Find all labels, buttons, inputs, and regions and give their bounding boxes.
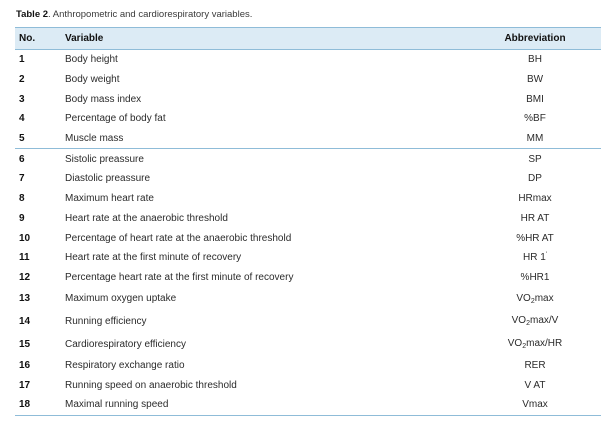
table-row <box>15 228 601 248</box>
header-variable: Variable <box>61 28 469 50</box>
row-no: 9 <box>19 212 25 224</box>
row-no: 10 <box>19 232 31 244</box>
row-abbreviation: SP <box>469 149 601 169</box>
table-row <box>15 189 601 209</box>
table-row <box>15 356 601 376</box>
row-variable: Cardiorespiratory efficiency <box>65 338 186 350</box>
prime-superscript: ' <box>545 252 547 259</box>
row-variable: Respiratory exchange ratio <box>65 359 185 371</box>
caption-label: Table 2 <box>16 9 49 20</box>
row-no: 15 <box>19 338 31 350</box>
row-abbreviation <box>469 248 601 268</box>
header-row <box>15 28 601 50</box>
row-no: 6 <box>15 149 61 169</box>
row-no: 17 <box>19 379 31 391</box>
abbreviation-text: HR 1 <box>523 252 546 264</box>
caption-text: . Anthropometric and cardiorespiratory variables. <box>48 9 253 20</box>
table-header <box>15 28 601 50</box>
abbreviation-suffix: max/V <box>530 315 559 327</box>
row-abbreviation: BMI <box>526 93 544 105</box>
row-no: 7 <box>19 173 25 185</box>
row-variable: Sistolic preassure <box>61 149 469 169</box>
table-row <box>15 375 601 395</box>
table-row <box>15 287 601 310</box>
table-body <box>15 50 601 416</box>
table-row <box>15 268 601 288</box>
abbreviation-suffix: max <box>534 292 554 304</box>
table-row <box>15 209 601 229</box>
row-no: 1 <box>19 54 25 66</box>
row-variable: Running efficiency <box>65 315 147 327</box>
row-no: 14 <box>19 315 31 327</box>
row-no: 3 <box>19 93 25 105</box>
row-variable: Heart rate at the anaerobic threshold <box>65 212 228 224</box>
table-row <box>15 333 601 356</box>
row-no: 16 <box>19 359 31 371</box>
row-variable: Body mass index <box>65 93 142 105</box>
table-row <box>15 109 601 129</box>
table-caption <box>16 9 252 20</box>
row-variable: Body height <box>65 54 118 66</box>
subscript-2: 2 <box>522 343 527 351</box>
row-variable: Percentage heart rate at the first minute of recovery <box>65 271 294 283</box>
header-no: No. <box>15 28 61 50</box>
table-row <box>15 129 601 149</box>
header-abbreviation: Abbreviation <box>469 28 601 50</box>
row-abbreviation <box>469 310 601 333</box>
row-abbreviation: %HR1 <box>520 271 550 283</box>
row-variable: Maximum heart rate <box>65 193 154 205</box>
row-abbreviation: MM <box>526 133 544 145</box>
row-variable: Body weight <box>65 74 120 86</box>
row-no: 8 <box>19 193 25 205</box>
table-row <box>15 395 601 415</box>
table-row <box>15 149 601 169</box>
table-row <box>15 310 601 333</box>
row-no: 13 <box>19 293 31 305</box>
row-no: 11 <box>19 252 30 264</box>
row-variable: Maximum oxygen uptake <box>65 293 177 305</box>
abbreviation-prefix: VO <box>516 292 531 304</box>
row-no: 5 <box>19 133 25 145</box>
row-variable: Heart rate at the first minute of recovery <box>65 252 242 264</box>
subscript-2: 2 <box>530 297 535 305</box>
row-abbreviation: HRmax <box>518 193 552 205</box>
variables-table <box>15 27 601 416</box>
row-variable: Muscle mass <box>65 133 124 145</box>
row-variable: Running speed on anaerobic threshold <box>65 379 237 391</box>
table-row <box>15 89 601 109</box>
row-no: 2 <box>19 74 25 86</box>
row-abbreviation: %HR AT <box>516 232 554 244</box>
row-abbreviation: Vmax <box>469 395 601 415</box>
row-abbreviation <box>469 333 601 356</box>
row-abbreviation: V AT <box>524 379 546 391</box>
row-variable: Percentage of body fat <box>65 113 166 125</box>
table-row <box>15 248 601 268</box>
abbreviation-prefix: VO <box>511 315 527 327</box>
row-abbreviation <box>469 287 601 310</box>
table-row <box>15 70 601 90</box>
row-variable: Percentage of heart rate at the anaerobic threshold <box>65 232 292 244</box>
abbreviation-prefix: VO <box>507 338 523 350</box>
row-abbreviation: BW <box>526 74 544 86</box>
row-abbreviation: RER <box>524 359 546 371</box>
abbreviation-suffix: max/HR <box>526 338 563 350</box>
row-no: 4 <box>19 113 25 125</box>
row-abbreviation: BH <box>528 54 542 66</box>
row-no: 12 <box>19 271 31 283</box>
row-abbreviation: DP <box>528 173 542 185</box>
row-variable: Diastolic preassure <box>65 173 151 185</box>
row-no: 18 <box>15 395 61 415</box>
table-row <box>15 169 601 189</box>
table-row <box>15 50 601 70</box>
row-abbreviation: %BF <box>524 113 546 125</box>
row-abbreviation: HR AT <box>520 212 550 224</box>
subscript-2: 2 <box>526 320 530 328</box>
row-variable: Maximal running speed <box>61 395 469 415</box>
